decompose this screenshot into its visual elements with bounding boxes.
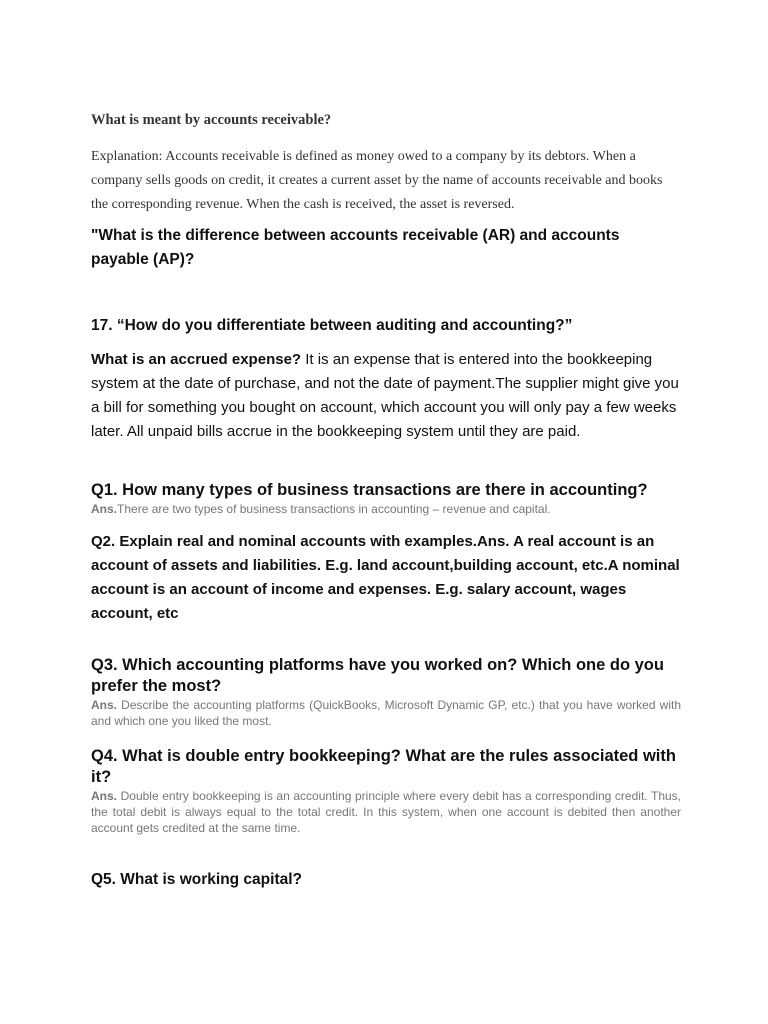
accrued-expense-question: What is an accrued expense? <box>91 351 302 368</box>
q4-section <box>91 746 681 836</box>
question-17-auditing-accounting: 17. “How do you differentiate between auditing and accounting?” <box>91 317 573 334</box>
accrued-expense-paragraph <box>91 348 681 444</box>
explanation-accounts-receivable: Explanation: Accounts receivable is defined as money owed to a company by its debtors. When a company sells goods on credit, it creates a current asset by the name of accounts receivable and books the corresponding revenue. When the cash is received, the asset is reversed. <box>91 149 663 212</box>
q3-ans-text: Describe the accounting platforms (QuickBooks, Microsoft Dynamic GP, etc.) that you have worked with and which one you liked the most. <box>91 698 681 728</box>
q4-ans-label: Ans. <box>91 789 118 803</box>
q1-ans-text: There are two types of business transactions in accounting – revenue and capital. <box>117 502 551 516</box>
q1-ans-label: Ans. <box>91 502 118 516</box>
question-ar-vs-ap: "What is the difference between accounts receivable (AR) and accounts payable (AP)? <box>91 227 620 268</box>
q5-working-capital: Q5. What is working capital? <box>91 871 303 888</box>
q4-answer <box>91 788 681 836</box>
q3-answer <box>91 697 681 729</box>
accrued-expense-answer: It is an expense that is entered into the bookkeeping system at the date of purchase, and not the date of payment.The supplier might give you a bill for something you bought on account, which account you will only pay a few weeks later. All unpaid bills accrue in the bookkeeping system until they are paid. <box>91 351 679 440</box>
q1-title: Q1. How many types of business transactions are there in accounting? <box>91 481 648 499</box>
q4-title: Q4. What is double entry bookkeeping? What are the rules associated with it? <box>91 747 676 786</box>
q3-ans-label: Ans. <box>91 698 118 712</box>
q3-title: Q3. Which accounting platforms have you worked on? Which one do you prefer the most? <box>91 656 664 695</box>
q3-section <box>91 655 681 729</box>
q2-real-nominal-accounts: Q2. Explain real and nominal accounts with examples.Ans. A real account is an account of assets and liabilities. E.g. land account,building account, etc.A nominal account is an account of income and expenses. E.g. salary account, wages account, etc <box>91 533 680 622</box>
q4-ans-text: Double entry bookkeeping is an accounting principle where every debit has a corresponding credit. Thus, the total debit is always equal to the total credit. In this system, when one account is debited then another account gets credited at the same time. <box>91 789 681 835</box>
q1-section <box>91 480 681 517</box>
question-accounts-receivable: What is meant by accounts receivable? <box>91 112 332 128</box>
q1-answer <box>91 501 681 517</box>
